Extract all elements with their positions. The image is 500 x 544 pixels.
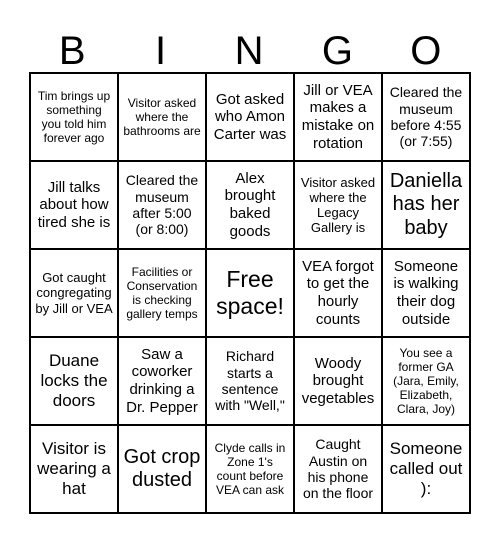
bingo-cell[interactable]: Saw a coworker drinking a Dr. Pepper [118, 337, 206, 425]
header-letter-i: I [155, 29, 169, 73]
bingo-cell[interactable]: VEA forgot to get the hourly counts [294, 249, 382, 337]
header-letter-o: O [410, 29, 444, 73]
bingo-header [29, 30, 471, 72]
header-letter-g: G [321, 29, 355, 73]
bingo-cell[interactable]: Tim brings up something you told him forever ago [30, 73, 118, 161]
bingo-cell[interactable]: Got caught congregating by Jill or VEA [30, 249, 118, 337]
bingo-grid [29, 72, 471, 514]
bingo-cell[interactable]: Caught Austin on his phone on the floor [294, 425, 382, 513]
bingo-cell[interactable]: Jill or VEA makes a mistake on rotation [294, 73, 382, 161]
bingo-cell[interactable]: Visitor is wearing a hat [30, 425, 118, 513]
bingo-cell[interactable]: Someone is walking their dog outside [382, 249, 470, 337]
bingo-cell[interactable]: Woody brought vegetables [294, 337, 382, 425]
bingo-cell[interactable]: Got crop dusted [118, 425, 206, 513]
header-letter-n: N [234, 29, 266, 73]
bingo-cell[interactable]: You see a former GA (Jara, Emily, Elizabeth, Clara, Joy) [382, 337, 470, 425]
bingo-cell[interactable]: Someone called out ): [382, 425, 470, 513]
bingo-cell[interactable]: Visitor asked where the bathrooms are [118, 73, 206, 161]
bingo-cell[interactable]: Daniella has her baby [382, 161, 470, 249]
bingo-cell[interactable]: Alex brought baked goods [206, 161, 294, 249]
bingo-cell[interactable]: Cleared the museum before 4:55 (or 7:55) [382, 73, 470, 161]
bingo-cell[interactable]: Duane locks the doors [30, 337, 118, 425]
bingo-cell[interactable]: Visitor asked where the Legacy Gallery is [294, 161, 382, 249]
free-space-cell[interactable]: Free space! [206, 249, 294, 337]
bingo-cell[interactable]: Cleared the museum after 5:00 (or 8:00) [118, 161, 206, 249]
bingo-cell[interactable]: Facilities or Conservation is checking gallery temps [118, 249, 206, 337]
bingo-cell[interactable]: Got asked who Amon Carter was [206, 73, 294, 161]
bingo-cell[interactable]: Richard starts a sentence with "Well," [206, 337, 294, 425]
bingo-cell[interactable]: Jill talks about how tired she is [30, 161, 118, 249]
bingo-cell[interactable]: Clyde calls in Zone 1's count before VEA can ask [206, 425, 294, 513]
header-letter-b: B [58, 29, 88, 73]
